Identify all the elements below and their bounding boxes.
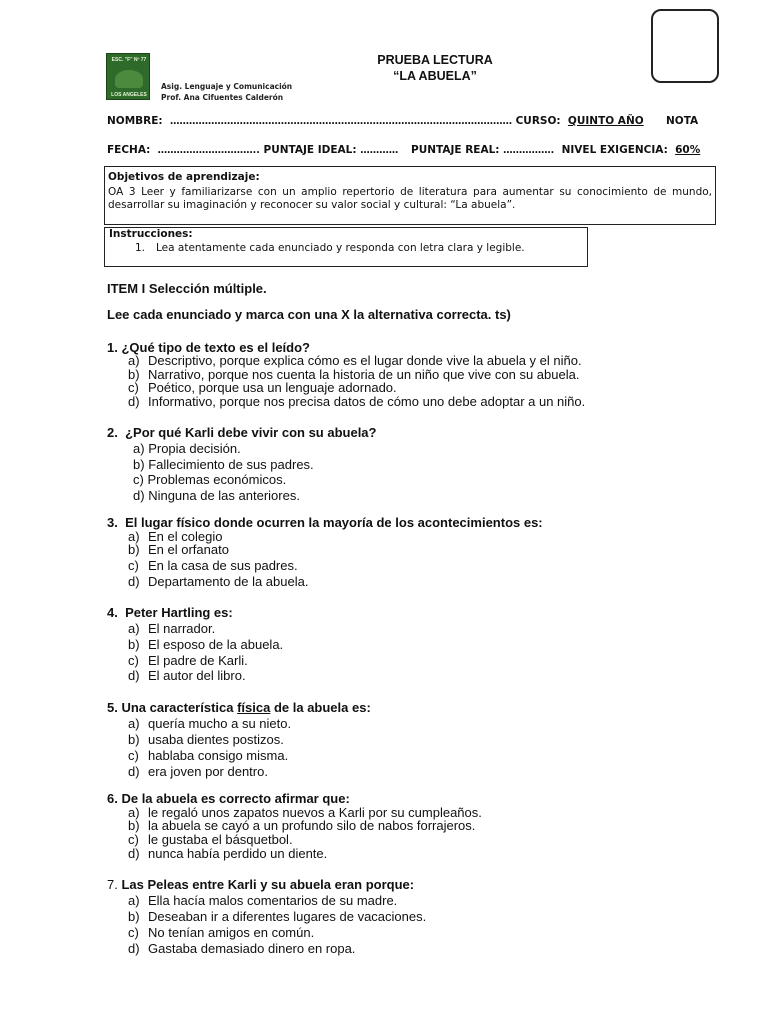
nivel-exigencia-label: NIVEL EXIGENCIA: xyxy=(561,144,668,156)
option-letter: d) xyxy=(128,574,140,589)
instructions-box xyxy=(104,227,588,267)
option-letter: a) xyxy=(128,716,140,731)
question-number: 7. xyxy=(107,877,118,892)
option-letter: c) xyxy=(128,925,139,940)
option-letter: c) xyxy=(128,832,139,847)
option-letter: c) xyxy=(128,653,139,668)
fecha-label: FECHA: xyxy=(107,144,151,156)
option-letter: a) xyxy=(128,529,140,544)
option-letter: d) xyxy=(128,941,140,956)
question-2 xyxy=(107,425,376,440)
option-letter: b) xyxy=(128,367,140,382)
instructions-number: 1. xyxy=(135,242,146,254)
option-letter: a) xyxy=(128,893,140,908)
option-letter: d) xyxy=(128,668,140,683)
objectives-label: Objetivos de aprendizaje: xyxy=(108,171,260,183)
option-letter: b) xyxy=(128,637,140,652)
option-letter: d) xyxy=(128,394,140,409)
option-letter: c) xyxy=(133,472,144,487)
option-text: Departamento de la abuela. xyxy=(148,574,309,589)
instructions-item-text: Lea atentamente cada enunciado y responda con letra clara y legible. xyxy=(156,242,525,254)
option-text: hablaba consigo misma. xyxy=(148,748,289,763)
option-text: Descriptivo, porque explica cómo es el lugar donde vive la abuela y el niño. xyxy=(148,353,582,368)
option-1a[interactable] xyxy=(128,353,582,368)
option-2a[interactable] xyxy=(133,441,241,456)
logo-text-bottom: LOS ANGELES xyxy=(111,92,147,98)
option-7d[interactable] xyxy=(128,941,355,956)
option-2b[interactable] xyxy=(133,457,314,472)
option-3d[interactable] xyxy=(128,574,308,589)
option-letter: b) xyxy=(128,818,140,833)
option-4a[interactable] xyxy=(128,621,215,636)
option-letter: b) xyxy=(133,457,145,472)
option-text: quería mucho a su nieto. xyxy=(148,716,292,731)
option-text: En el orfanato xyxy=(148,542,229,557)
curso-label: CURSO: xyxy=(515,115,561,127)
question-7 xyxy=(107,877,414,892)
nombre-row xyxy=(107,115,644,127)
question-text: ¿Por qué Karli debe vivir con su abuela? xyxy=(125,425,377,440)
option-text: la abuela se cayó a un profundo silo de nabos forrajeros. xyxy=(148,818,476,833)
question-number: 3. xyxy=(107,515,118,530)
option-letter: a) xyxy=(128,621,140,636)
option-text: era joven por dentro. xyxy=(148,764,268,779)
question-text: Las Peleas entre Karli y su abuela eran porque: xyxy=(121,877,415,892)
question-text: De la abuela es correcto afirmar que: xyxy=(121,791,350,806)
option-text: Narrativo, porque nos cuenta la historia de un niño que vive con su abuela. xyxy=(148,367,580,382)
nivel-exigencia-value: 60% xyxy=(675,144,701,156)
option-text: Deseaban ir a diferentes lugares de vacaciones. xyxy=(148,909,427,924)
option-1d[interactable] xyxy=(128,394,585,409)
option-4b[interactable] xyxy=(128,637,283,652)
option-text: nunca había perdido un diente. xyxy=(148,846,328,861)
option-letter: c) xyxy=(128,558,139,573)
logo-text-top: ESC. "F" Nº 77 xyxy=(111,57,147,63)
objectives-text: OA 3 Leer y familiarizarse con un amplio repertorio de literatura para aumentar su conocimiento de mundo, desarrollar su imaginación y reconocer su valor social y cultural: “La abuela”. xyxy=(108,186,712,211)
question-text-before: Una característica xyxy=(121,700,238,715)
objectives-box xyxy=(104,166,716,225)
option-7b[interactable] xyxy=(128,909,426,924)
question-3 xyxy=(107,515,543,530)
option-2d[interactable] xyxy=(133,488,300,503)
puntaje-real-field[interactable]: ……………. xyxy=(503,145,555,156)
option-letter: c) xyxy=(128,380,139,395)
puntaje-ideal-label: PUNTAJE IDEAL: xyxy=(263,144,357,156)
option-text: Poético, porque usa un lenguaje adornado. xyxy=(148,380,397,395)
instructions-item xyxy=(109,242,583,255)
option-text: usaba dientes postizos. xyxy=(148,732,284,747)
option-7c[interactable] xyxy=(128,925,314,940)
item-instruction: Lee cada enunciado y marca con una X la alternativa correcta. ts) xyxy=(107,307,511,322)
puntaje-ideal-field[interactable]: ………… xyxy=(360,145,399,156)
option-letter: a) xyxy=(133,441,145,456)
option-letter: d) xyxy=(128,846,140,861)
question-text: Peter Hartling es: xyxy=(125,605,233,620)
option-1c[interactable] xyxy=(128,380,397,395)
option-letter: b) xyxy=(128,542,140,557)
option-text: Gastaba demasiado dinero en ropa. xyxy=(148,941,356,956)
option-text: Ella hacía malos comentarios de su madre. xyxy=(148,893,398,908)
item-title: ITEM I Selección múltiple. xyxy=(107,281,267,296)
option-5a[interactable] xyxy=(128,716,291,731)
option-letter: d) xyxy=(133,488,145,503)
question-text: ¿Qué tipo de texto es el leído? xyxy=(121,340,310,355)
subject-label: Asig. Lenguaje y Comunicación xyxy=(161,82,293,91)
option-5b[interactable] xyxy=(128,732,284,747)
option-letter: b) xyxy=(128,909,140,924)
page-subtitle: “LA ABUELA” xyxy=(393,69,477,83)
fecha-row xyxy=(107,144,398,156)
question-number: 1. xyxy=(107,340,118,355)
option-2c[interactable] xyxy=(133,472,286,487)
question-text-after: de la abuela es: xyxy=(270,700,371,715)
question-text-underlined: física xyxy=(237,700,271,715)
option-6c[interactable] xyxy=(128,832,293,847)
option-3b[interactable] xyxy=(128,542,229,557)
logo-emblem xyxy=(115,70,143,88)
option-5d[interactable] xyxy=(128,764,268,779)
option-5c[interactable] xyxy=(128,748,288,763)
option-text: El narrador. xyxy=(148,621,216,636)
school-logo xyxy=(106,53,150,100)
option-text: le gustaba el básquetbol. xyxy=(148,832,293,847)
option-text: El padre de Karli. xyxy=(148,653,248,668)
option-text: El esposo de la abuela. xyxy=(148,637,284,652)
puntaje-real-label: PUNTAJE REAL: xyxy=(411,144,500,156)
option-text: Fallecimiento de sus padres. xyxy=(148,457,314,472)
nota-label: NOTA xyxy=(666,115,699,127)
option-text: Problemas económicos. xyxy=(147,472,287,487)
page-title: PRUEBA LECTURA xyxy=(377,53,493,67)
nombre-field[interactable]: ……………………………………………………………………………………………… xyxy=(169,116,512,127)
option-text: En el colegio xyxy=(148,529,223,544)
question-number: 6. xyxy=(107,791,118,806)
option-text: Ninguna de las anteriores. xyxy=(148,488,300,503)
option-text: El autor del libro. xyxy=(148,668,246,683)
option-4d[interactable] xyxy=(128,668,246,683)
option-text: le regaló unos zapatos nuevos a Karli por su cumpleaños. xyxy=(148,805,482,820)
question-number: 4. xyxy=(107,605,118,620)
puntaje-real-row xyxy=(411,144,700,156)
option-text: Informativo, porque nos precisa datos de cómo uno debe adoptar a un niño. xyxy=(148,394,586,409)
option-6d[interactable] xyxy=(128,846,327,861)
option-letter: c) xyxy=(128,748,139,763)
option-letter: b) xyxy=(128,732,140,747)
nombre-label: NOMBRE: xyxy=(107,115,163,127)
question-4 xyxy=(107,605,233,620)
fecha-field[interactable]: ………………………….. xyxy=(157,145,260,156)
question-text: El lugar físico donde ocurren la mayoría de los acontecimientos es: xyxy=(125,515,543,530)
curso-value: QUINTO AÑO xyxy=(567,115,644,127)
question-number: 5. xyxy=(107,700,118,715)
question-6 xyxy=(107,791,350,806)
option-text: No tenían amigos en común. xyxy=(148,925,315,940)
option-7a[interactable] xyxy=(128,893,397,908)
question-number: 2. xyxy=(107,425,118,440)
option-text: En la casa de sus padres. xyxy=(148,558,298,573)
instructions-label: Instrucciones: xyxy=(109,228,193,240)
option-6b[interactable] xyxy=(128,818,475,833)
teacher-label: Prof. Ana Cifuentes Calderón xyxy=(161,93,284,102)
grade-box[interactable] xyxy=(651,9,719,83)
option-letter: a) xyxy=(128,353,140,368)
option-text: Propia decisión. xyxy=(148,441,241,456)
option-letter: a) xyxy=(128,805,140,820)
option-4c[interactable] xyxy=(128,653,248,668)
question-5 xyxy=(107,700,371,715)
option-3c[interactable] xyxy=(128,558,298,573)
option-letter: d) xyxy=(128,764,140,779)
